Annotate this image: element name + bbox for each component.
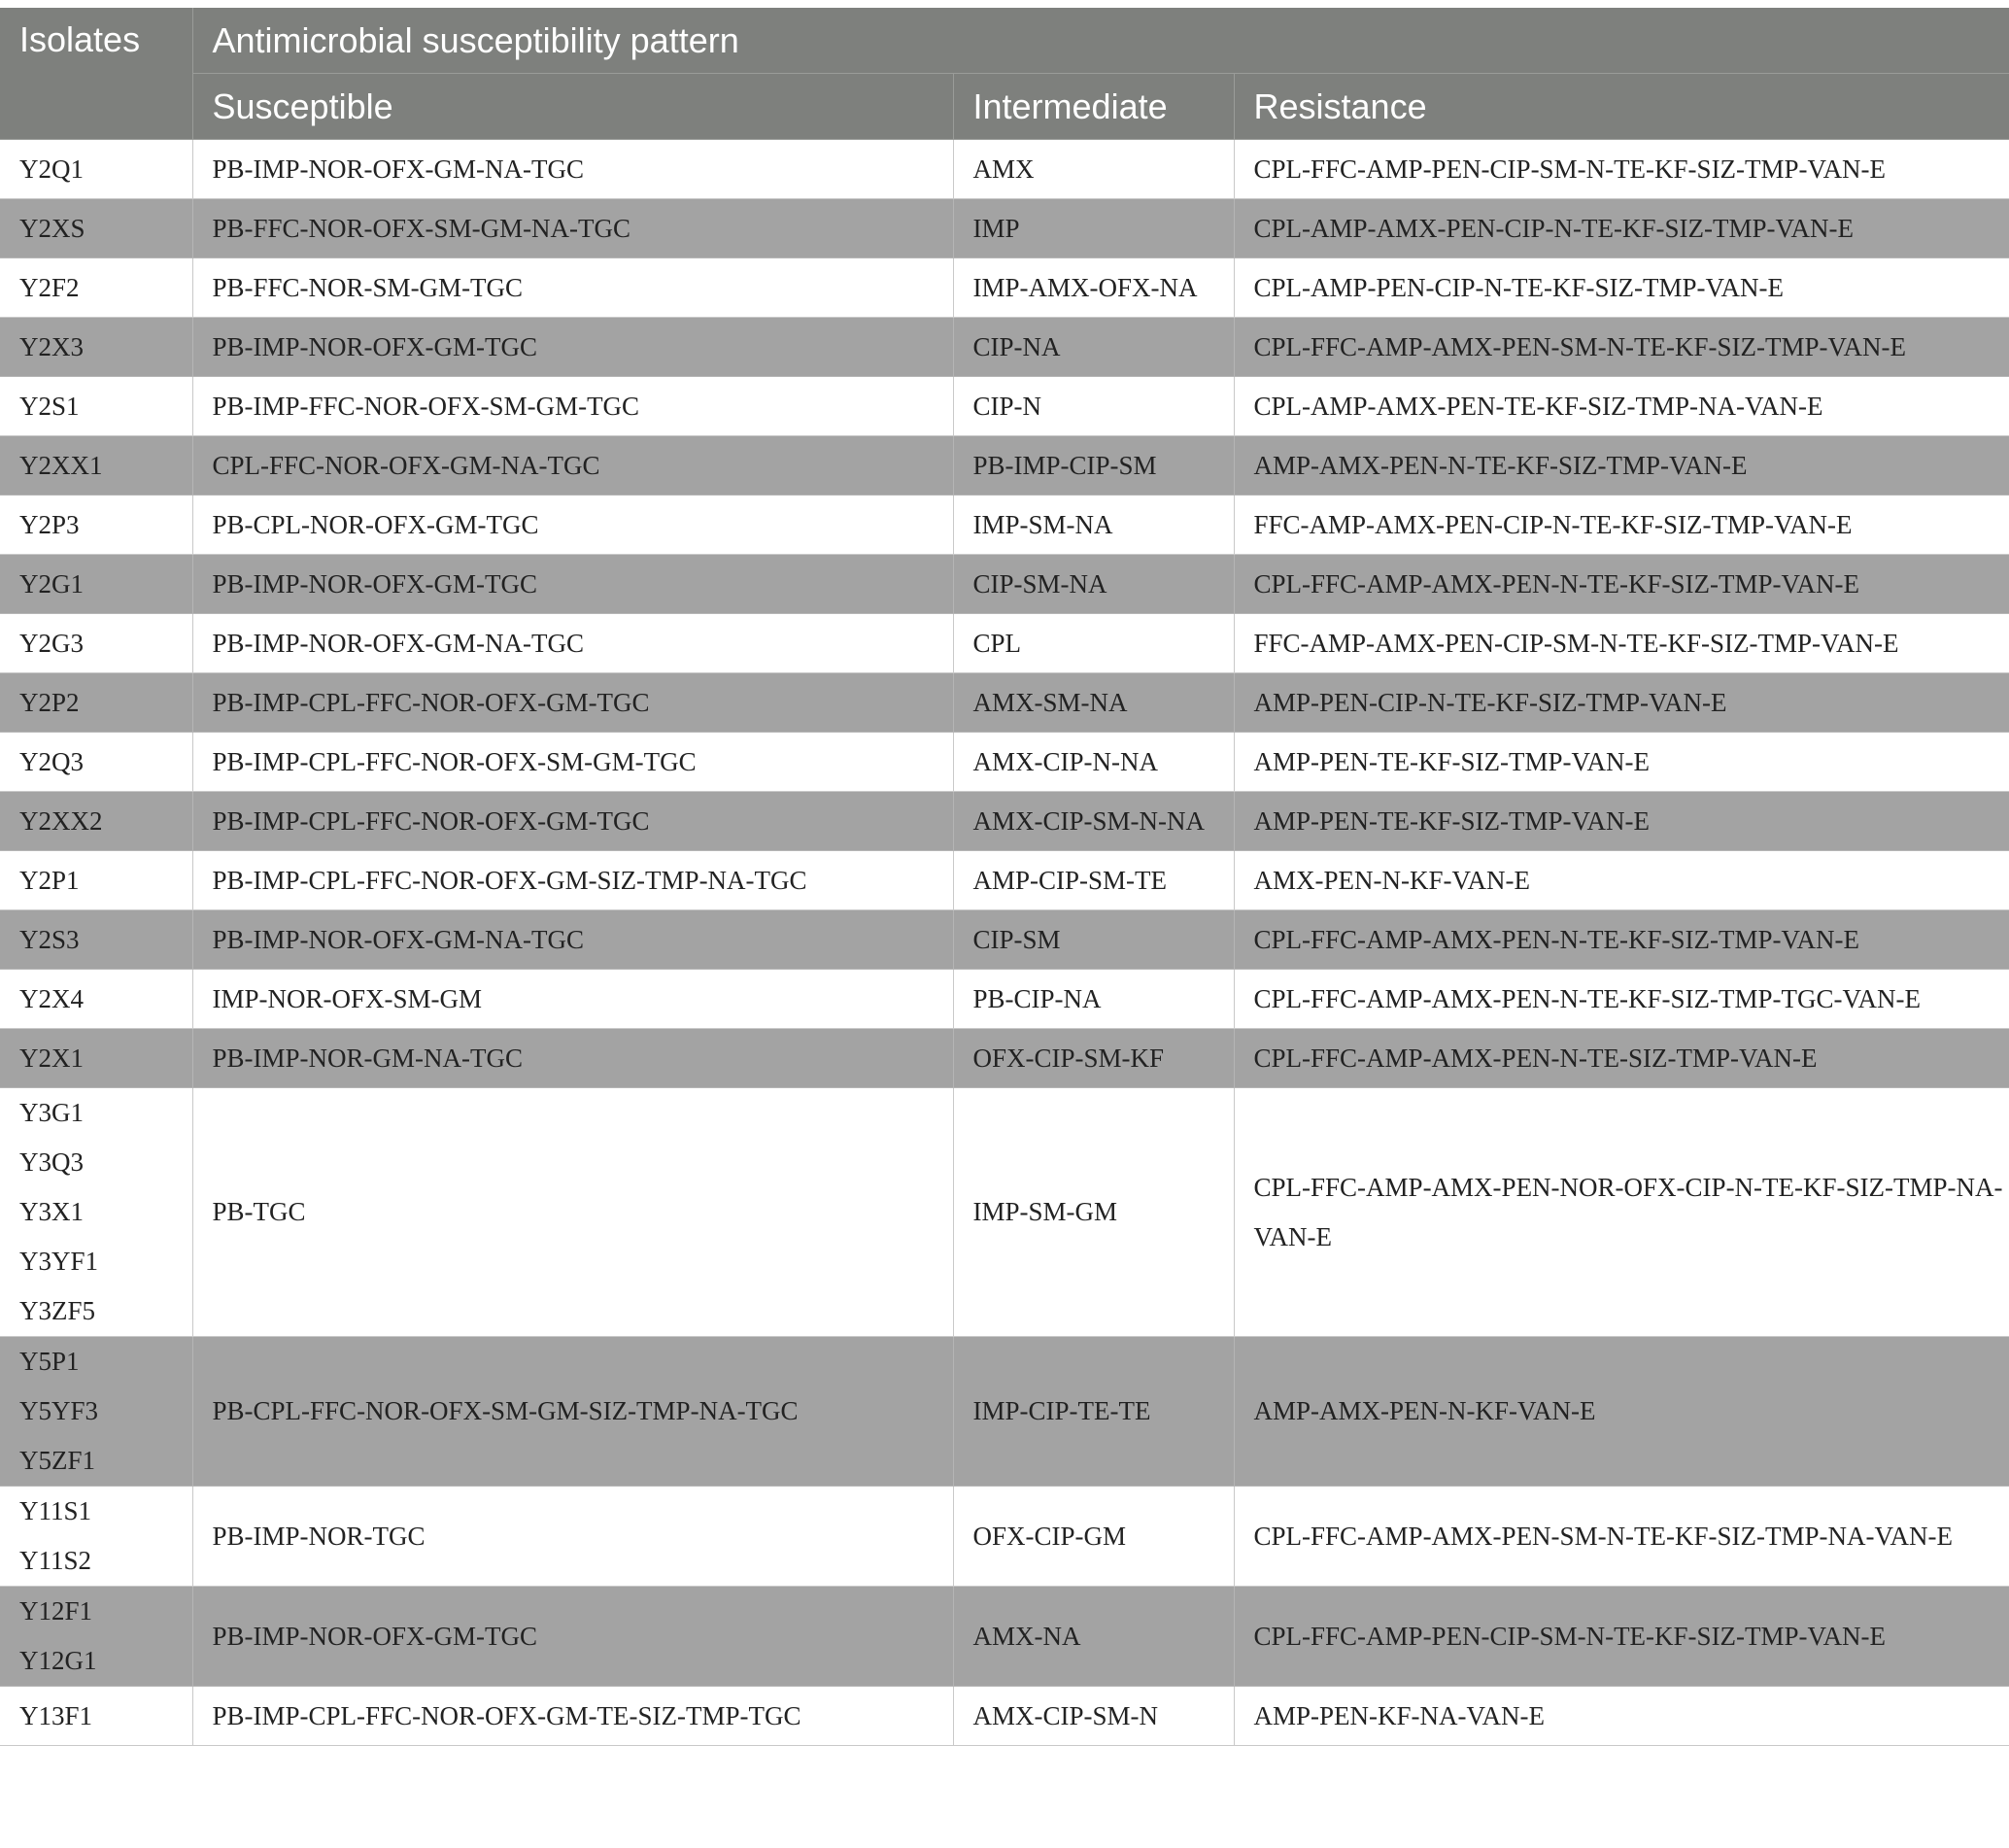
header-row-1 (0, 8, 2009, 74)
susceptible-cell: PB-IMP-CPL-FFC-NOR-OFX-GM-TE-SIZ-TMP-TGC (192, 1687, 953, 1746)
isolates-header: Isolates (0, 8, 192, 140)
resistance-cell: AMP-PEN-CIP-N-TE-KF-SIZ-TMP-VAN-E (1234, 673, 2009, 733)
header-row-2 (0, 74, 2009, 140)
susceptible-cell: PB-IMP-NOR-OFX-GM-NA-TGC (192, 910, 953, 970)
table-row (0, 377, 2009, 436)
susceptible-cell: PB-FFC-NOR-OFX-SM-GM-NA-TGC (192, 199, 953, 258)
isolate-id: Y3G1 (19, 1098, 84, 1127)
isolate-id: Y3ZF5 (19, 1296, 96, 1325)
susceptibility-table (0, 8, 2009, 1746)
isolates-cell (0, 614, 192, 673)
intermediate-cell: AMX-SM-NA (953, 673, 1234, 733)
table-row (0, 851, 2009, 910)
resistance-cell: CPL-FFC-AMP-AMX-PEN-N-TE-KF-SIZ-TMP-VAN-E (1234, 910, 2009, 970)
intermediate-cell: CIP-SM-NA (953, 555, 1234, 614)
isolates-cell (0, 1487, 192, 1587)
isolates-cell (0, 496, 192, 555)
resistance-cell: AMP-PEN-TE-KF-SIZ-TMP-VAN-E (1234, 792, 2009, 851)
resistance-cell: FFC-AMP-AMX-PEN-CIP-N-TE-KF-SIZ-TMP-VAN-E (1234, 496, 2009, 555)
table-row (0, 1587, 2009, 1687)
isolate-id: Y5P1 (19, 1347, 80, 1376)
isolates-cell (0, 199, 192, 258)
intermediate-cell: AMX (953, 140, 1234, 199)
table-row (0, 1088, 2009, 1337)
isolate-id: Y2X4 (19, 983, 84, 1013)
table-row (0, 1337, 2009, 1487)
intermediate-cell: IMP-CIP-TE-TE (953, 1337, 1234, 1487)
intermediate-cell: PB-IMP-CIP-SM (953, 436, 1234, 496)
isolates-cell (0, 555, 192, 614)
isolate-id: Y2Q3 (19, 746, 84, 776)
isolate-id: Y3YF1 (19, 1247, 99, 1276)
susceptible-cell: PB-IMP-CPL-FFC-NOR-OFX-GM-SIZ-TMP-NA-TGC (192, 851, 953, 910)
resistance-cell: CPL-FFC-AMP-AMX-PEN-SM-N-TE-KF-SIZ-TMP-NA-VAN-E (1234, 1487, 2009, 1587)
isolate-id: Y2XX2 (19, 805, 103, 836)
isolates-cell (0, 1029, 192, 1088)
resistance-cell: CPL-AMP-AMX-PEN-TE-KF-SIZ-TMP-NA-VAN-E (1234, 377, 2009, 436)
resistance-cell: AMX-PEN-N-KF-VAN-E (1234, 851, 2009, 910)
susceptible-cell: PB-IMP-CPL-FFC-NOR-OFX-SM-GM-TGC (192, 733, 953, 792)
table-row (0, 318, 2009, 377)
isolates-cell (0, 258, 192, 318)
intermediate-cell: CIP-SM (953, 910, 1234, 970)
intermediate-cell: CIP-NA (953, 318, 1234, 377)
intermediate-cell: AMX-CIP-N-NA (953, 733, 1234, 792)
isolates-cell (0, 436, 192, 496)
resistance-cell: CPL-FFC-AMP-PEN-CIP-SM-N-TE-KF-SIZ-TMP-VAN-E (1234, 140, 2009, 199)
table-row (0, 258, 2009, 318)
susceptible-cell: PB-IMP-NOR-OFX-GM-NA-TGC (192, 614, 953, 673)
isolate-id: Y2P3 (19, 509, 80, 539)
table-row (0, 792, 2009, 851)
table-row (0, 673, 2009, 733)
resistance-cell: AMP-AMX-PEN-N-TE-KF-SIZ-TMP-VAN-E (1234, 436, 2009, 496)
susceptible-cell: PB-IMP-NOR-OFX-GM-TGC (192, 1587, 953, 1687)
resistance-cell: CPL-FFC-AMP-AMX-PEN-SM-N-TE-KF-SIZ-TMP-VAN-E (1234, 318, 2009, 377)
isolate-id: Y2S1 (19, 391, 80, 421)
isolates-cell (0, 970, 192, 1029)
intermediate-cell: AMX-CIP-SM-N-NA (953, 792, 1234, 851)
susceptibility-table-container (0, 8, 2009, 1746)
susceptible-cell: PB-IMP-FFC-NOR-OFX-SM-GM-TGC (192, 377, 953, 436)
table-row (0, 555, 2009, 614)
intermediate-cell: OFX-CIP-SM-KF (953, 1029, 1234, 1088)
isolates-cell (0, 1687, 192, 1746)
table-body (0, 140, 2009, 1746)
susceptible-cell: PB-IMP-CPL-FFC-NOR-OFX-GM-TGC (192, 792, 953, 851)
intermediate-cell: PB-CIP-NA (953, 970, 1234, 1029)
isolate-id: Y2XX1 (19, 450, 103, 480)
intermediate-cell: IMP (953, 199, 1234, 258)
isolates-cell (0, 910, 192, 970)
susceptible-cell: PB-IMP-NOR-TGC (192, 1487, 953, 1587)
susceptible-cell: CPL-FFC-NOR-OFX-GM-NA-TGC (192, 436, 953, 496)
isolate-id: Y2X3 (19, 331, 84, 361)
resistance-cell: AMP-AMX-PEN-N-KF-VAN-E (1234, 1337, 2009, 1487)
isolate-id: Y5ZF1 (19, 1446, 96, 1475)
isolate-id: Y12G1 (19, 1646, 97, 1675)
isolates-cell (0, 377, 192, 436)
table-row (0, 970, 2009, 1029)
isolate-id: Y2G1 (19, 568, 84, 599)
resistance-cell: CPL-FFC-AMP-AMX-PEN-N-TE-SIZ-TMP-VAN-E (1234, 1029, 2009, 1088)
susceptible-cell: PB-TGC (192, 1088, 953, 1337)
isolate-id: Y2P1 (19, 865, 80, 895)
isolate-id: Y13F1 (19, 1700, 93, 1730)
table-header (0, 8, 2009, 140)
isolate-id: Y11S2 (19, 1546, 92, 1575)
susceptible-cell: PB-CPL-NOR-OFX-GM-TGC (192, 496, 953, 555)
table-row (0, 733, 2009, 792)
resistance-cell: FFC-AMP-AMX-PEN-CIP-SM-N-TE-KF-SIZ-TMP-VAN-E (1234, 614, 2009, 673)
susceptible-cell: IMP-NOR-OFX-SM-GM (192, 970, 953, 1029)
isolate-id: Y2XS (19, 213, 85, 243)
resistance-cell: CPL-AMP-AMX-PEN-CIP-N-TE-KF-SIZ-TMP-VAN-E (1234, 199, 2009, 258)
isolate-id: Y2Q1 (19, 154, 84, 184)
table-row (0, 1029, 2009, 1088)
susceptible-cell: PB-IMP-NOR-OFX-GM-TGC (192, 555, 953, 614)
susceptible-cell: PB-IMP-NOR-OFX-GM-NA-TGC (192, 140, 953, 199)
isolates-cell (0, 733, 192, 792)
resistance-header: Resistance (1234, 74, 2009, 140)
intermediate-cell: AMP-CIP-SM-TE (953, 851, 1234, 910)
resistance-cell: CPL-FFC-AMP-AMX-PEN-NOR-OFX-CIP-N-TE-KF-SIZ-TMP-NA-VAN-E (1234, 1088, 2009, 1337)
intermediate-cell: IMP-SM-GM (953, 1088, 1234, 1337)
isolates-cell (0, 792, 192, 851)
isolates-cell (0, 673, 192, 733)
isolates-cell (0, 1587, 192, 1687)
isolate-id: Y2X1 (19, 1043, 84, 1073)
isolate-id: Y2F2 (19, 272, 80, 302)
resistance-cell: AMP-PEN-KF-NA-VAN-E (1234, 1687, 2009, 1746)
table-row (0, 140, 2009, 199)
intermediate-cell: IMP-AMX-OFX-NA (953, 258, 1234, 318)
intermediate-cell: OFX-CIP-GM (953, 1487, 1234, 1587)
susceptible-header: Susceptible (192, 74, 953, 140)
isolate-id: Y2G3 (19, 628, 84, 658)
isolates-cell (0, 851, 192, 910)
isolate-id: Y2P2 (19, 687, 80, 717)
isolate-id: Y3Q3 (19, 1147, 84, 1177)
intermediate-cell: AMX-NA (953, 1587, 1234, 1687)
isolates-cell (0, 318, 192, 377)
table-row (0, 1687, 2009, 1746)
isolates-cell (0, 1337, 192, 1487)
intermediate-cell: CPL (953, 614, 1234, 673)
pattern-group-header: Antimicrobial susceptibility pattern (192, 8, 2009, 74)
intermediate-cell: IMP-SM-NA (953, 496, 1234, 555)
resistance-cell: CPL-AMP-PEN-CIP-N-TE-KF-SIZ-TMP-VAN-E (1234, 258, 2009, 318)
susceptible-cell: PB-IMP-CPL-FFC-NOR-OFX-GM-TGC (192, 673, 953, 733)
isolate-id: Y3X1 (19, 1197, 84, 1226)
isolate-id: Y5YF3 (19, 1396, 99, 1425)
table-row (0, 496, 2009, 555)
resistance-cell: AMP-PEN-TE-KF-SIZ-TMP-VAN-E (1234, 733, 2009, 792)
intermediate-header: Intermediate (953, 74, 1234, 140)
resistance-cell: CPL-FFC-AMP-AMX-PEN-N-TE-KF-SIZ-TMP-TGC-VAN-E (1234, 970, 2009, 1029)
table-row (0, 1487, 2009, 1587)
isolates-cell (0, 140, 192, 199)
table-row (0, 910, 2009, 970)
table-row (0, 199, 2009, 258)
isolate-id: Y2S3 (19, 924, 80, 954)
susceptible-cell: PB-IMP-NOR-GM-NA-TGC (192, 1029, 953, 1088)
table-row (0, 436, 2009, 496)
isolates-cell (0, 1088, 192, 1337)
intermediate-cell: AMX-CIP-SM-N (953, 1687, 1234, 1746)
intermediate-cell: CIP-N (953, 377, 1234, 436)
susceptible-cell: PB-IMP-NOR-OFX-GM-TGC (192, 318, 953, 377)
resistance-cell: CPL-FFC-AMP-AMX-PEN-N-TE-KF-SIZ-TMP-VAN-E (1234, 555, 2009, 614)
resistance-cell: CPL-FFC-AMP-PEN-CIP-SM-N-TE-KF-SIZ-TMP-VAN-E (1234, 1587, 2009, 1687)
table-row (0, 614, 2009, 673)
susceptible-cell: PB-FFC-NOR-SM-GM-TGC (192, 258, 953, 318)
isolate-id: Y11S1 (19, 1496, 92, 1525)
isolate-id: Y12F1 (19, 1596, 93, 1626)
susceptible-cell: PB-CPL-FFC-NOR-OFX-SM-GM-SIZ-TMP-NA-TGC (192, 1337, 953, 1487)
